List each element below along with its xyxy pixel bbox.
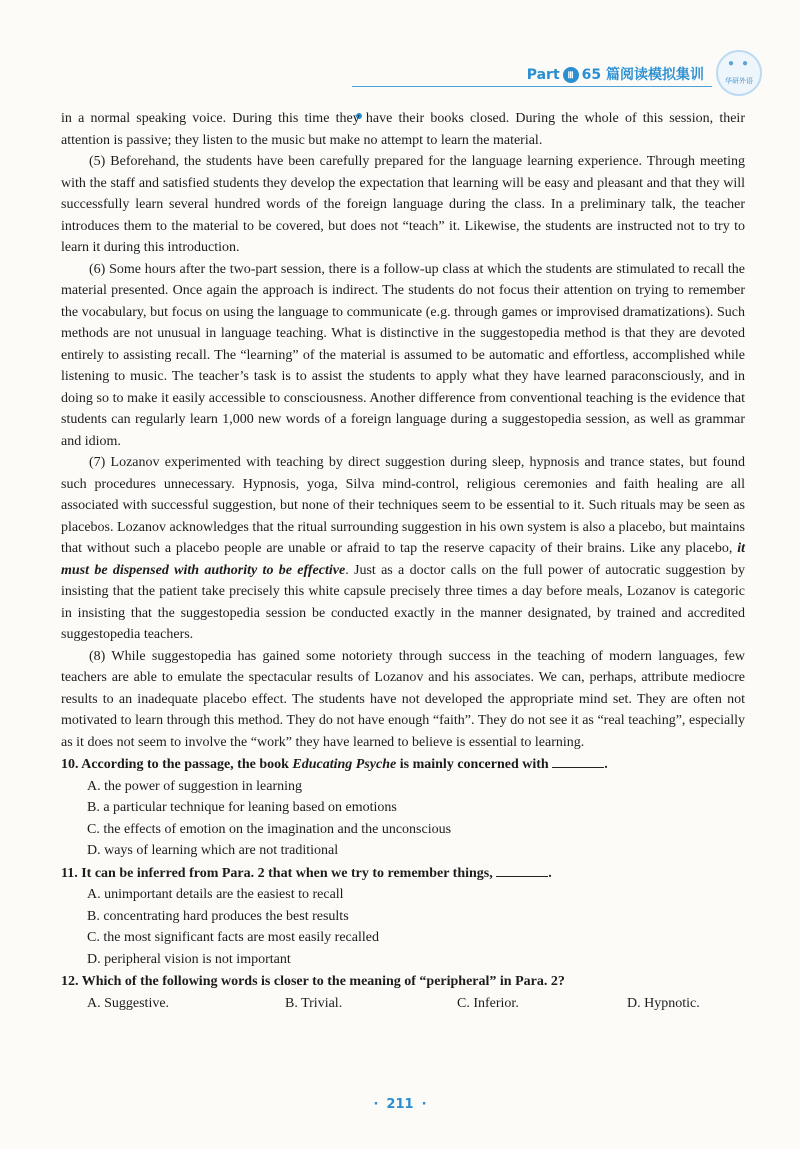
question-12-options <box>61 993 745 1015</box>
paragraph-5: (5) Beforehand, the students have been carefully prepared for the language learning experience. Through meeting with the staff and satisfied students they develop the expectation that learning will be easy and pleasant and that they will successfully learn several hundred words of the foreign language during the class. In a preliminary talk, the teacher introduces them to the material to be covered, but does not “teach” it. Likewise, the students are instructed not to try to learn it during this introduction. <box>61 154 745 255</box>
question-11-option-b: B. concentrating hard produces the best results <box>87 908 349 924</box>
paragraph-6: (6) Some hours after the two-part session, there is a follow-up class at which the students are stimulated to recall the material presented. Once again the approach is indirect. The students do not focus their attention on trying to remember the vocabulary, but focus on using the language to communicate (e.g. through games or improvised dramatizations). Such methods are not unusual in language teaching. What is distinctive in the suggestopedia method is that they are devoted entirely to assisting recall. The “learning” of the material is assumed to be automatic and effortless, accomplished while listening to music. The teacher’s task is to assist the students to apply what they have learned paraconsciously, and in doing so to make it easily accessible to consciousness. Another difference from conventional teaching is the evidence that students can regularly learn 1,000 new words of a foreign language during a suggestopedia session, as well as grammar and idiom. <box>61 261 745 449</box>
header-rule <box>352 86 712 87</box>
publisher-logo <box>716 50 762 96</box>
header-title <box>527 64 704 84</box>
emphasis-quote: it must be dispensed with authority to be effective <box>61 541 745 578</box>
question-10-option-d: D. ways of learning which are not traditional <box>87 843 339 858</box>
question-11-option-d: D. peripheral vision is not important <box>87 951 291 967</box>
page-dot-left: · <box>373 1097 379 1112</box>
question-11-stem: 11. It can be inferred from Para. 2 that when we try to remember things, . <box>61 865 552 881</box>
question-10-option-b: B. a particular technique for leaning based on emotions <box>87 800 397 815</box>
page-header <box>342 56 762 96</box>
passage-content <box>61 108 745 1014</box>
logo-ears-icon: ●● <box>728 58 757 69</box>
part-numeral-badge: Ⅲ <box>563 67 579 83</box>
paragraph-8: (8) While suggestopedia has gained some notoriety through success in the teaching of modern languages, few teachers are able to emulate the spectacular results of Lozanov and his associates. We can, perhaps, attribute mediocre results to an inadequate placebo effect. The students have not developed the appropriate mind set. They are often not motivated to learn through this method. They do not have enough “faith”. They do not see it as “real teaching”, especially as it does not seem to involve the “work” they have learned to believe is essential to learning. <box>61 648 745 750</box>
page-dot-right: · <box>421 1097 427 1112</box>
question-12-option-d: D. Hypnotic. <box>627 995 700 1011</box>
book-title: Educating Psyche <box>292 757 397 772</box>
question-11-option-a: A. unimportant details are the easiest to recall <box>87 887 344 902</box>
question-12-option-b: B. Trivial. <box>285 995 343 1011</box>
paragraph-7-text-after: . Just as a doctor calls on the full power of autocratic suggestion by insisting that the patient take precisely this white capsule precisely three times a day before meals, Lozanov is categoric in insisting that the suggestopedia session be conducted exactly in the manner designated, by trained and accredited suggestopedia teachers. <box>61 562 745 642</box>
question-11-option-c: C. the most significant facts are most easily recalled <box>87 930 379 945</box>
question-12-option-a: A. Suggestive. <box>87 995 170 1011</box>
paragraph-4-continued: in a normal speaking voice. During this time they have their books closed. During the whole of this session, their attention is passive; they listen to the music but make no attempt to learn the material. <box>61 111 745 148</box>
answer-blank <box>496 864 548 877</box>
part-label: Part <box>526 67 560 83</box>
section-title: 65 篇阅读模拟集训 <box>581 67 704 83</box>
answer-blank <box>552 755 604 768</box>
question-10-stem: 10. According to the passage, the book Educating Psyche is mainly concerned with . <box>61 757 608 772</box>
question-12-stem: 12. Which of the following words is closer to the meaning of “peripheral” in Para. 2? <box>61 974 565 989</box>
question-10-option-a: A. the power of suggestion in learning <box>87 778 303 794</box>
paragraph-7-text-before: (7) Lozanov experimented with teaching by direct suggestion during sleep, hypnosis and trance states, but found such procedures unnecessary. Hypnosis, yoga, Silva mind-control, religious ceremonies and faith healing are all associated with successful suggestion, but none of their techniques seem to be essential to it. Such rituals may be seen as placebos. Lozanov acknowledges that the ritual surrounding suggestion in his own system is also a placebo, but maintains that without such a placebo people are unable or afraid to tap the reserve capacity of their brains. Like any placebo, <box>61 455 745 556</box>
page-number-value: 211 <box>386 1097 414 1112</box>
paragraph-7 <box>61 452 745 646</box>
page-number <box>0 1097 800 1112</box>
question-12-option-c: C. Inferior. <box>457 995 519 1011</box>
logo-text: 华研外语 <box>725 77 753 85</box>
question-10-option-c: C. the effects of emotion on the imagination and the unconscious <box>87 821 452 837</box>
